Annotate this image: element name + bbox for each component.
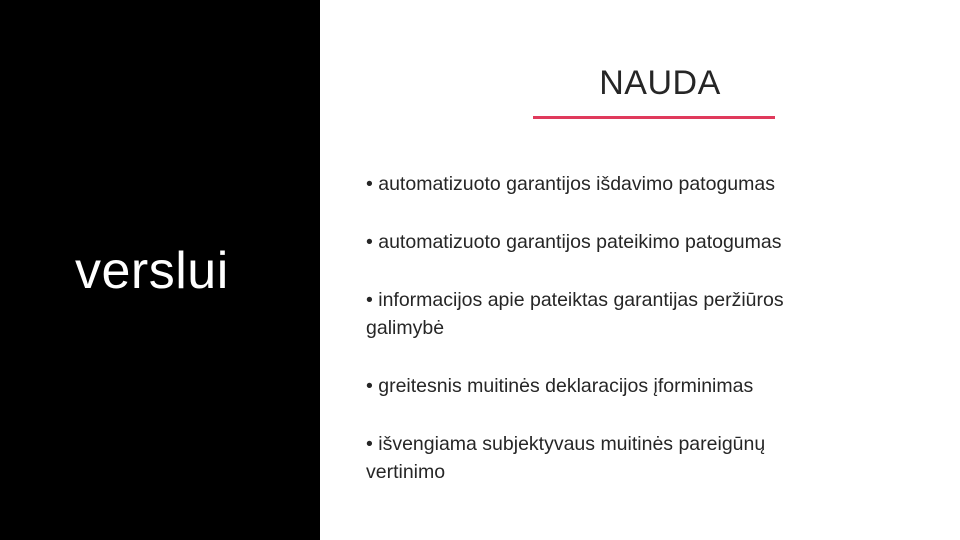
bullet-text: • automatizuoto garantijos išdavimo patogumas — [366, 173, 775, 195]
bullet-text: • greitesnis muitinės deklaracijos įforminimas — [366, 375, 754, 397]
bullet-item — [366, 286, 784, 342]
bullet-text-continuation: galimybė — [366, 317, 445, 339]
left-label: verslui — [75, 242, 229, 300]
left-panel — [0, 0, 320, 540]
bullet-text: • informacijos apie pateiktas garantijas peržiūros — [366, 289, 784, 311]
bullet-text: • automatizuoto garantijos pateikimo patogumas — [366, 231, 782, 253]
bullet-item — [366, 228, 781, 256]
title-underline — [533, 116, 775, 119]
bullet-item — [366, 372, 753, 400]
bullet-text: • išvengiama subjektyvaus muitinės pareigūnų — [366, 433, 766, 455]
bullet-text-continuation: vertinimo — [366, 461, 446, 483]
slide-title: NAUDA — [599, 64, 721, 102]
bullet-item — [366, 170, 775, 198]
bullet-item — [366, 430, 765, 486]
